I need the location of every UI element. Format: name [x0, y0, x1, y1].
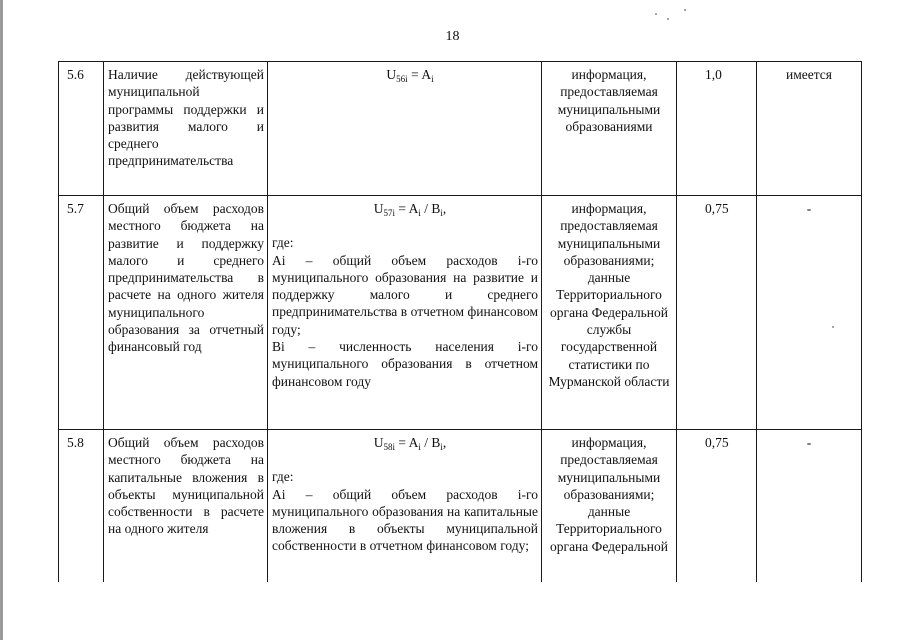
- formula-definition: Ai – общий объем расходов i-го муниципального образования на развитие и поддержку малого и среднего предпринимательства в отчетном финансовом году;: [272, 252, 538, 337]
- data-source: информация, предоставляемая муниципальными образованиями; данные Территориального органа Федеральной службы государственной статистики по Мурманской области: [542, 196, 677, 430]
- formula-where: где:: [272, 469, 294, 485]
- indicator-name: Общий объем расходов местного бюджета на развитие и поддержку малого и среднего предпринимательства в расчете на одного жителя муниципального образования за отчетный финансовый год: [104, 196, 268, 430]
- formula: $U_{57i} = A_i / B_i$,: [373, 201, 447, 218]
- table-row-5-7: [59, 196, 862, 430]
- table-row-5-8: [59, 430, 862, 582]
- page-number: 18: [445, 29, 460, 44]
- page-left-edge: [0, 0, 3, 640]
- formula-cell: [268, 62, 542, 196]
- formula-where: где:: [272, 235, 294, 251]
- formula-cell: [268, 196, 542, 430]
- scan-speck: [684, 9, 686, 11]
- target-value: -: [757, 430, 862, 582]
- row-number: 5.7: [59, 196, 104, 430]
- criteria-table: [58, 61, 862, 582]
- formula: $U_{58i} = A_i / B_i$,: [373, 435, 447, 452]
- data-source: информация, предоставляемая муниципальными образованиями: [542, 62, 677, 196]
- row-number: 5.8: [59, 430, 104, 582]
- scan-speck: [832, 326, 834, 328]
- weight-coefficient: 0,75: [677, 430, 757, 582]
- table-row-5-6: [59, 62, 862, 196]
- weight-coefficient: 1,0: [677, 62, 757, 196]
- indicator-name: Общий объем расходов местного бюджета на капитальные вложения в объекты муниципальной собственности в расчете на одного жителя: [104, 430, 268, 582]
- formula: $U_{56i} = A_i$: [386, 67, 434, 84]
- scan-speck: [655, 13, 657, 15]
- target-value: имеется: [757, 62, 862, 196]
- formula-definition: Ai – общий объем расходов i-го муниципального образования на капитальные вложения в объекты муниципальной собственности в отчетном финансовом году;: [272, 486, 538, 554]
- weight-coefficient: 0,75: [677, 196, 757, 430]
- indicator-name: Наличие действующей муниципальной программы поддержки и развития малого и среднего предпринимательства: [104, 62, 268, 196]
- row-number: 5.6: [59, 62, 104, 196]
- scan-speck: [667, 18, 669, 20]
- formula-cell: [268, 430, 542, 582]
- formula-definition: Bi – численность населения i-го муниципального образования в отчетном финансовом году: [272, 339, 538, 389]
- data-source: информация, предоставляемая муниципальными образованиями; данные Территориального органа Федеральной: [542, 430, 677, 582]
- target-value: -: [757, 196, 862, 430]
